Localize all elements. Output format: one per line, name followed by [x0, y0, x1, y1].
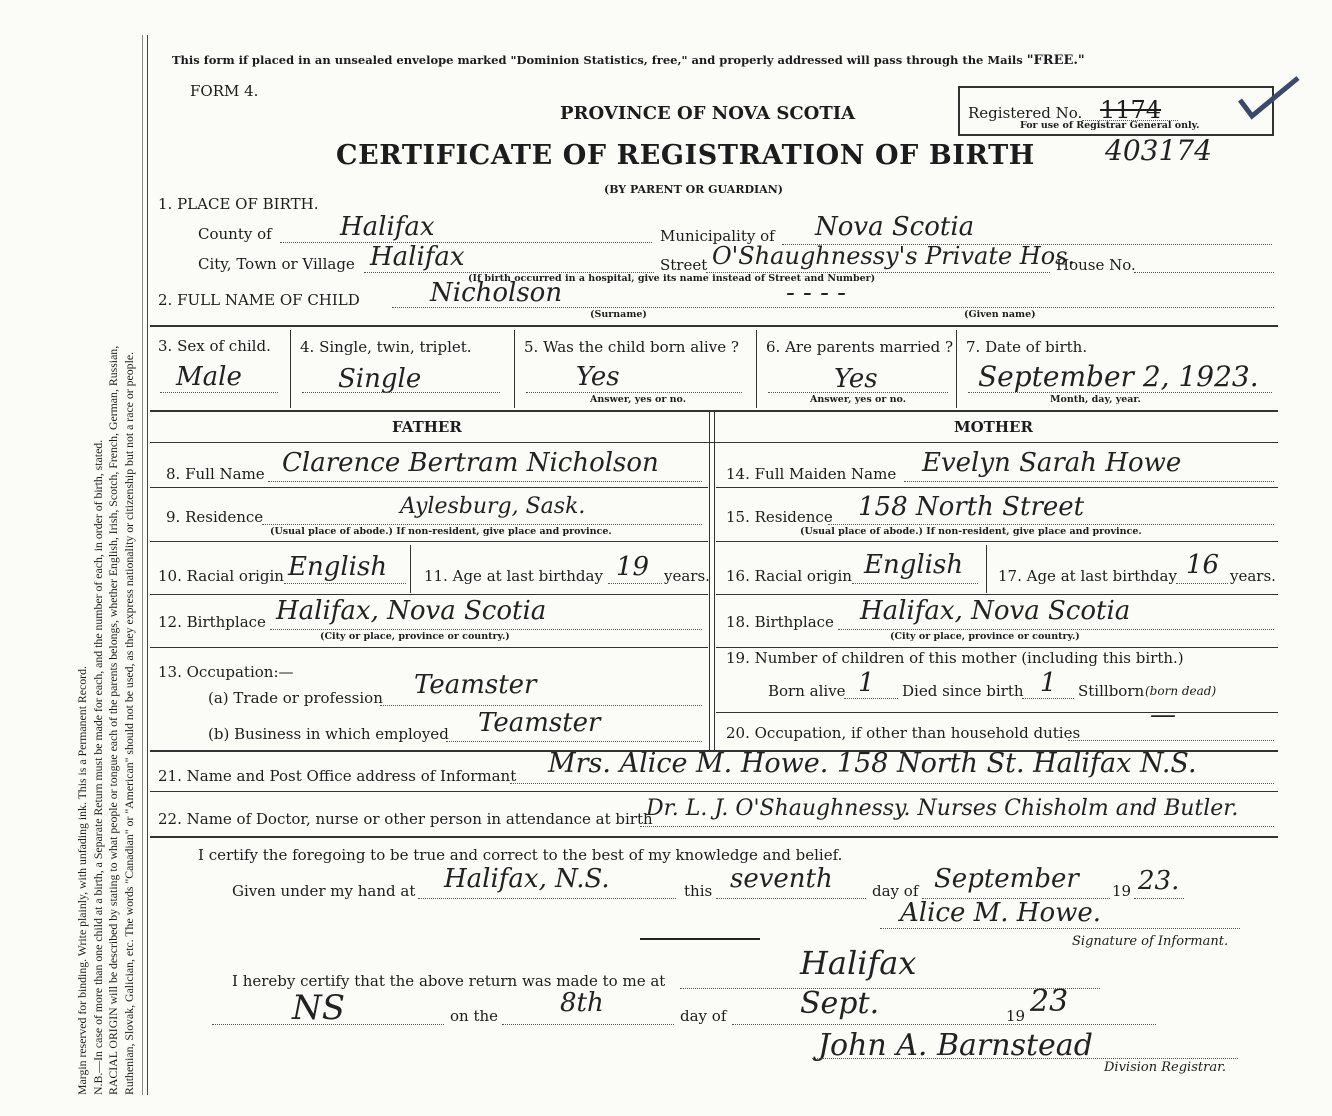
- dob-value: September 2, 1923.: [978, 360, 1259, 393]
- mother-stillborn-caption: (born dead): [1145, 684, 1217, 698]
- mother-born-alive-value: 1: [858, 668, 875, 698]
- child-surname-value: Nicholson: [430, 278, 563, 308]
- father-birthplace-label: 12. Birthplace: [158, 613, 266, 631]
- certify-statement: I certify the foregoing to be true and correct to the best of my knowledge and belief.: [198, 846, 843, 864]
- father-name-value: Clarence Bertram Nicholson: [282, 448, 659, 478]
- father-residence-caption: (Usual place of abode.) If non-resident, give place and province.: [270, 526, 612, 537]
- city-value: Halifax: [370, 242, 465, 272]
- registrar-signature: John A. Barnstead: [818, 1028, 1093, 1063]
- form-number: FORM 4.: [190, 82, 259, 100]
- county-value: Halifax: [340, 212, 435, 242]
- margin-line-1: Margin reserved for binding. Write plainly, with unfading ink. This is a Permanent Record.: [75, 666, 89, 1095]
- margin-line-4: Ruthenian, Slovak, Galician, etc. The words "Canadian" or "American" should not be used, as they express nationality or citizenship but not a race or people.: [121, 351, 136, 1095]
- mother-age-value: 16: [1186, 550, 1220, 580]
- father-business-value: Teamster: [478, 708, 601, 738]
- father-birthplace-caption: (City or place, province or country.): [320, 631, 510, 642]
- city-label: City, Town or Village: [198, 255, 355, 273]
- mother-name-value: Evelyn Sarah Howe: [922, 448, 1182, 478]
- registrar-statement: I hereby certify that the above return was made to me at: [232, 972, 666, 990]
- given-label: Given under my hand at: [232, 882, 416, 900]
- doctor-label: 22. Name of Doctor, nurse or other person in attendance at birth: [158, 810, 653, 828]
- margin-instructions: [75, 95, 205, 1095]
- married-value: Yes: [834, 364, 878, 394]
- child-name-label: 2. FULL NAME OF CHILD: [158, 291, 360, 309]
- born-alive-value: Yes: [576, 362, 620, 392]
- dob-label: 7. Date of birth.: [966, 338, 1088, 356]
- given-caption: (Given name): [964, 309, 1036, 320]
- year-prefix: 19: [1112, 882, 1132, 900]
- county-label: County of: [198, 225, 272, 243]
- mother-name-label: 14. Full Maiden Name: [726, 465, 897, 483]
- margin-line-2: N.B.—In case of more than one child at a birth, a Separate Return must be made for each, and the number of each, in order of birth, stated.: [90, 439, 105, 1095]
- born-alive-label: 5. Was the child born alive ?: [524, 338, 739, 356]
- registered-note: For use of Registrar General only.: [1020, 120, 1200, 131]
- mother-residence-value: 158 North Street: [858, 492, 1085, 522]
- day-of-label: day of: [872, 882, 919, 900]
- mother-born-alive-label: Born alive: [768, 682, 846, 700]
- registrar-province: NS: [292, 988, 346, 1028]
- this-label: this: [684, 882, 713, 900]
- mother-residence-caption: (Usual place of abode.) If non-resident, give place and province.: [800, 526, 1142, 537]
- signature-caption: Signature of Informant.: [1072, 934, 1229, 949]
- registrar-year-suffix: 23: [1030, 984, 1069, 1019]
- registrar-caption: Division Registrar.: [1104, 1060, 1226, 1075]
- father-racial-value: English: [288, 552, 388, 582]
- father-residence-label: 9. Residence: [166, 508, 264, 526]
- handwritten-number: 403174: [1105, 134, 1212, 167]
- doctor-value: Dr. L. J. O'Shaughnessy. Nurses Chisholm and Butler.: [646, 796, 1239, 821]
- certificate-subtitle: (BY PARENT OR GUARDIAN): [604, 183, 783, 196]
- registered-box: [958, 86, 1274, 136]
- registrar-day-of-label: day of: [680, 1007, 727, 1025]
- mother-racial-value: English: [864, 550, 964, 580]
- mother-children-label: 19. Number of children of this mother (including this birth.): [726, 649, 1184, 667]
- mother-heading: MOTHER: [954, 418, 1033, 436]
- binding-line-inner: [142, 35, 143, 1095]
- mother-years-label: years.: [1230, 567, 1276, 585]
- mother-died-label: Died since birth: [902, 682, 1024, 700]
- father-racial-label: 10. Racial origin: [158, 567, 284, 585]
- informant-label: 21. Name and Post Office address of Informant: [158, 767, 517, 785]
- place-of-birth-label: 1. PLACE OF BIRTH.: [158, 195, 319, 213]
- mother-birthplace-caption: (City or place, province or country.): [890, 631, 1080, 642]
- father-trade-value: Teamster: [414, 670, 537, 700]
- house-label: House No.: [1056, 256, 1136, 274]
- mother-residence-label: 15. Residence: [726, 508, 833, 526]
- sex-value: Male: [176, 362, 242, 392]
- registered-label: Registered No.: [968, 104, 1083, 122]
- hospital-note: (If birth occurred in a hospital, give its name instead of Street and Number): [468, 273, 876, 284]
- born-alive-caption: Answer, yes or no.: [590, 394, 687, 405]
- father-years-label: years.: [664, 567, 710, 585]
- mother-birthplace-label: 18. Birthplace: [726, 613, 834, 631]
- mother-occupation-value: —: [1150, 700, 1176, 730]
- father-age-value: 19: [616, 552, 650, 582]
- registrar-day: 8th: [560, 988, 604, 1018]
- registrar-month: Sept.: [800, 986, 880, 1021]
- mother-age-label: 17. Age at last birthday: [998, 567, 1177, 585]
- day-value: seventh: [730, 864, 833, 894]
- municipality-label: Municipality of: [660, 227, 775, 245]
- father-trade-label: (a) Trade or profession: [208, 689, 383, 707]
- surname-caption: (Surname): [590, 309, 647, 320]
- dob-caption: Month, day, year.: [1050, 394, 1141, 405]
- check-mark-icon: [1236, 74, 1302, 122]
- father-name-label: 8. Full Name: [166, 465, 265, 483]
- mail-note: [172, 53, 1085, 68]
- province-title: PROVINCE OF NOVA SCOTIA: [560, 103, 856, 124]
- married-label: 6. Are parents married ?: [766, 338, 954, 356]
- father-age-label: 11. Age at last birthday: [424, 567, 603, 585]
- street-value: O'Shaughnessy's Private Hos.: [712, 242, 1076, 270]
- month-value: September: [934, 864, 1079, 894]
- father-residence-value: Aylesburg, Sask.: [400, 494, 586, 519]
- certificate-title: CERTIFICATE OF REGISTRATION OF BIRTH: [336, 140, 1035, 171]
- year-suffix: 23.: [1138, 866, 1180, 896]
- informant-value: Mrs. Alice M. Howe. 158 North St. Halifax N.S.: [548, 748, 1197, 779]
- registrar-place: Halifax: [800, 944, 917, 982]
- registrar-year-prefix: 19: [1006, 1007, 1026, 1025]
- margin-line-3: RACIAL ORIGIN will be described by stating to what people or tongue each of the parents belongs, whether English, Irish, Scotch, French, German, Russian,: [106, 345, 120, 1095]
- plurality-value: Single: [338, 364, 422, 394]
- mother-birthplace-value: Halifax, Nova Scotia: [860, 596, 1131, 626]
- child-given-value: - - - -: [786, 278, 846, 308]
- plurality-label: 4. Single, twin, triplet.: [300, 338, 472, 356]
- street-label: Street: [660, 256, 708, 274]
- mail-note-text: This form if placed in an unsealed envelope marked "Dominion Statistics, free," and properly addressed will pass through the Mails: [172, 53, 1027, 67]
- municipality-value: Nova Scotia: [815, 212, 975, 242]
- father-birthplace-value: Halifax, Nova Scotia: [276, 596, 547, 626]
- mail-note-free: "FREE.": [1026, 53, 1085, 68]
- father-business-label: (b) Business in which employed: [208, 725, 449, 743]
- father-heading: FATHER: [392, 418, 462, 436]
- mother-occupation-label: 20. Occupation, if other than household duties: [726, 724, 1081, 742]
- married-caption: Answer, yes or no.: [810, 394, 907, 405]
- binding-line: [147, 35, 148, 1095]
- mother-stillborn-label: Stillborn: [1078, 682, 1145, 700]
- sex-label: 3. Sex of child.: [158, 337, 271, 355]
- mother-racial-label: 16. Racial origin: [726, 567, 852, 585]
- father-occupation-label: 13. Occupation:—: [158, 663, 294, 681]
- given-place: Halifax, N.S.: [444, 864, 610, 894]
- informant-signature: Alice M. Howe.: [900, 898, 1102, 928]
- registered-value: 1174: [1100, 96, 1162, 124]
- mother-died-value: 1: [1040, 668, 1057, 698]
- on-the-label: on the: [450, 1007, 499, 1025]
